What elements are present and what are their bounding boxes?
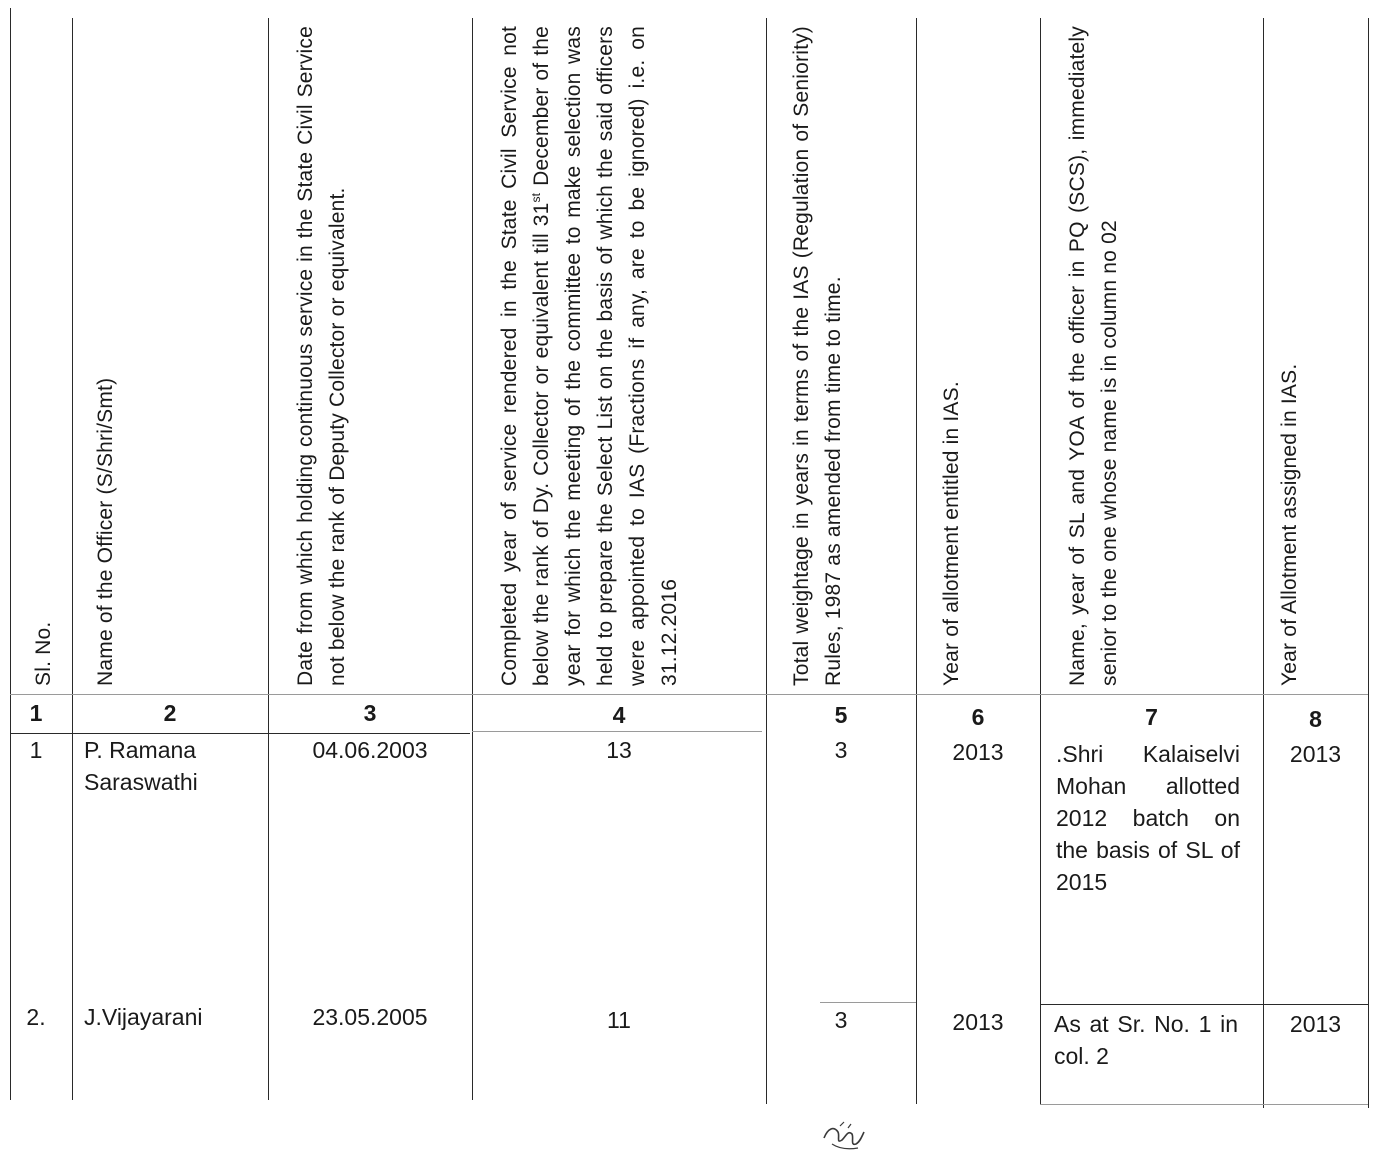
table-row-1-weightage: 3: [834, 737, 848, 763]
table-row-1-name: P. Ramana Saraswathi: [84, 737, 198, 795]
header-text: Sl. No.: [32, 621, 55, 686]
column-number: 4: [612, 702, 626, 728]
header-divider: [10, 694, 1368, 695]
table-row-2-date: 23.05.2005: [312, 1004, 428, 1030]
header-text: Date from which holding continuous service in the State Civil Service not below the rank of Deputy Collector or equivalent.: [294, 26, 349, 686]
initials-mark: [818, 1118, 868, 1156]
column-divider: [1040, 18, 1041, 1104]
header-text: Year of allotment entitled in IAS.: [940, 381, 963, 686]
table-row-1-completed-years: 13: [606, 737, 632, 763]
table-border-left: [10, 8, 11, 1100]
column-divider: [268, 18, 269, 1100]
row-divider: [820, 1002, 916, 1003]
column-number: 5: [834, 702, 848, 728]
table-row-2-yoa-assigned: 2013: [1289, 1011, 1342, 1037]
column-number: 3: [363, 700, 377, 726]
column-divider: [916, 18, 917, 1104]
column-divider: [766, 18, 767, 1104]
table-row-1-senior-officer: .Shri Kalaiselvi Mohan allotted 2012 batch on the basis of SL of 2015: [1056, 741, 1240, 895]
table-row-2-senior-officer: As at Sr. No. 1 in col. 2: [1054, 1011, 1238, 1069]
header-text: Name of the Officer (S/Shri/Smt): [94, 377, 117, 686]
header-text: Completed year of service rendered in the State Civil Service not below the rank of Dy. Collector or equivalent till 31st December of the year for which the meeting of the committee to make selection was held to prepare the Select List on the basis of which the said officers were appointed to IAS (Fractions if any, are to be ignored) i.e. on 31.12.2016: [498, 26, 681, 686]
table-row-1-yoa-entitled: 2013: [952, 739, 1004, 765]
table-row-1-date: 04.06.2003: [312, 737, 428, 763]
column-divider: [472, 18, 473, 1100]
table-row-1-yoa-assigned: 2013: [1289, 741, 1342, 767]
header-text: Year of Allotment assigned in IAS.: [1278, 363, 1301, 686]
column-number: 6: [971, 704, 985, 730]
table-row-2-yoa-entitled: 2013: [952, 1009, 1004, 1035]
header-text: Name, year of SL and YOA of the officer in PQ (SCS), immediately senior to the one whose name is in column no 02: [1066, 26, 1121, 686]
column-divider: [1263, 18, 1264, 1108]
column-number: 7: [1145, 704, 1158, 730]
column-number-divider: [472, 731, 762, 732]
column-number: 2: [163, 700, 177, 726]
column-divider: [72, 18, 73, 1100]
table-bottom: [1040, 1104, 1368, 1105]
row-divider: [1040, 1004, 1368, 1005]
column-number: 8: [1309, 706, 1322, 732]
table-row-2-weightage: 3: [834, 1007, 848, 1033]
table-row-2-name: J.Vijayarani: [84, 1004, 203, 1030]
column-number: 1: [29, 700, 43, 726]
table-row-2-completed-years: 11: [607, 1007, 631, 1033]
header-text: Total weightage in years in terms of the IAS (Regulation of Seniority) Rules, 1987 as amended from time to time.: [790, 26, 845, 686]
table-row-2-sl: 2.: [26, 1004, 46, 1030]
table-border-right: [1368, 18, 1369, 1108]
table-row-1-sl: 1: [29, 737, 43, 763]
